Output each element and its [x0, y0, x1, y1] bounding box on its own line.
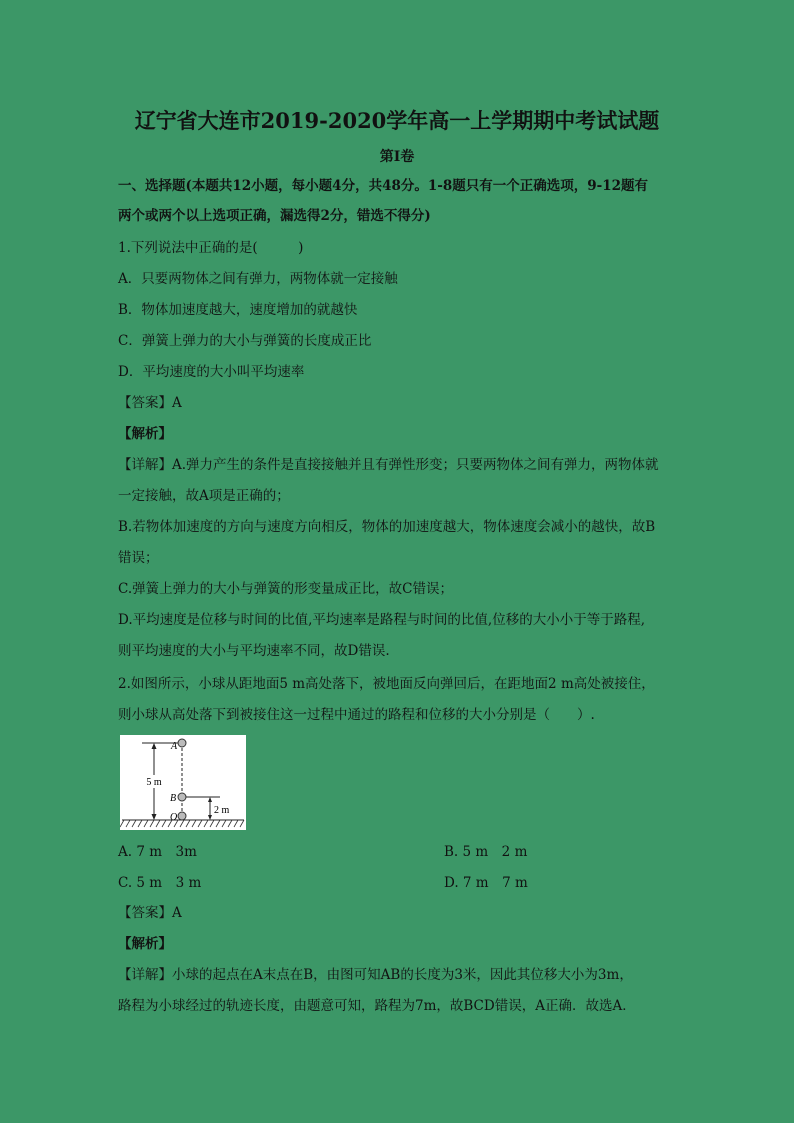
- question-1-stem: 1.下列说法中正确的是( ): [118, 240, 304, 256]
- question-1-detail-line: 则平均速度的大小与平均速率不同，故D错误.: [118, 643, 390, 659]
- label-2m: 2 m: [214, 805, 230, 816]
- section-heading-line-2: 两个或两个以上选项正确，漏选得2分，错选不得分): [118, 208, 431, 224]
- ball-a-icon: [178, 739, 186, 747]
- question-1-answer: 【答案】A: [118, 395, 182, 411]
- question-2-option-a: A. 7 m 3m: [118, 844, 197, 860]
- question-1-option-b: B．物体加速度越大，速度增加的就越快: [118, 302, 358, 318]
- question-2-option-c: C. 5 m 3 m: [118, 875, 202, 891]
- question-1-detail-line: 错误；: [118, 550, 159, 566]
- question-1-detail-line: B.若物体加速度的方向与速度方向相反，物体的加速度越大，物体速度会减小的越快，故B: [118, 519, 656, 535]
- question-2-detail-line: 路程为小球经过的轨迹长度，由题意可知，路程为7m，故BCD错误，A正确．故选A．: [118, 998, 636, 1014]
- ball-drop-diagram: [120, 735, 246, 830]
- ball-b-icon: [178, 793, 186, 801]
- question-1-option-c: C．弹簧上弹力的大小与弹簧的长度成正比: [118, 333, 372, 349]
- question-2-analysis-label: 【解析】: [118, 936, 172, 952]
- ground-hatch: [120, 820, 244, 827]
- ball-drop-figure: [120, 735, 246, 830]
- arrow-down-icon: [152, 814, 157, 820]
- question-2-stem-line-1: 2.如图所示，小球从距地面5 m高处落下，被地面反向弹回后，在距地面2 m高处被接住，: [118, 676, 655, 692]
- question-2-option-b: B. 5 m 2 m: [444, 844, 528, 860]
- arrow-down-icon: [208, 815, 212, 820]
- question-1-detail-line: 一定接触，故A项是正确的；: [118, 488, 290, 504]
- label-b: B: [170, 793, 177, 804]
- page-title: 辽宁省大连市2019-2020学年高一上学期期中考试试题: [134, 108, 660, 133]
- question-2-stem-line-2: 则小球从高处落下到被接住这一过程中通过的路程和位移的大小分别是（ ）.: [118, 707, 595, 723]
- question-1-detail-line: C.弹簧上弹力的大小与弹簧的形变量成正比，故C错误；: [118, 581, 453, 597]
- label-5m: 5 m: [146, 777, 162, 788]
- question-1-option-a: A．只要两物体之间有弹力，两物体就一定接触: [118, 271, 398, 287]
- question-2-answer: 【答案】A: [118, 905, 182, 921]
- arrow-up-icon: [152, 743, 157, 749]
- question-1-analysis-label: 【解析】: [118, 426, 172, 442]
- arrow-up-icon: [208, 797, 212, 802]
- label-o: O: [170, 812, 178, 823]
- ball-o-icon: [178, 812, 186, 820]
- question-1-option-d: D．平均速度的大小叫平均速率: [118, 364, 305, 380]
- question-1-detail-line: 【详解】A.弹力产生的条件是直接接触并且有弹性形变；只要两物体之间有弹力，两物体就: [118, 457, 659, 473]
- section-heading-line-1: 一、选择题(本题共12小题，每小题4分，共48分。1-8题只有一个正确选项，9-12题有: [118, 178, 649, 194]
- question-2-option-d: D. 7 m 7 m: [444, 875, 528, 891]
- question-1-detail-line: D.平均速度是位移与时间的比值,平均速率是路程与时间的比值,位移的大小小于等于路程,: [118, 612, 646, 628]
- question-2-detail-line: 【详解】小球的起点在A末点在B，由图可知AB的长度为3米，因此其位移大小为3m，: [118, 967, 633, 983]
- volume-label: 第Ⅰ卷: [379, 149, 415, 165]
- label-a: A: [171, 741, 178, 752]
